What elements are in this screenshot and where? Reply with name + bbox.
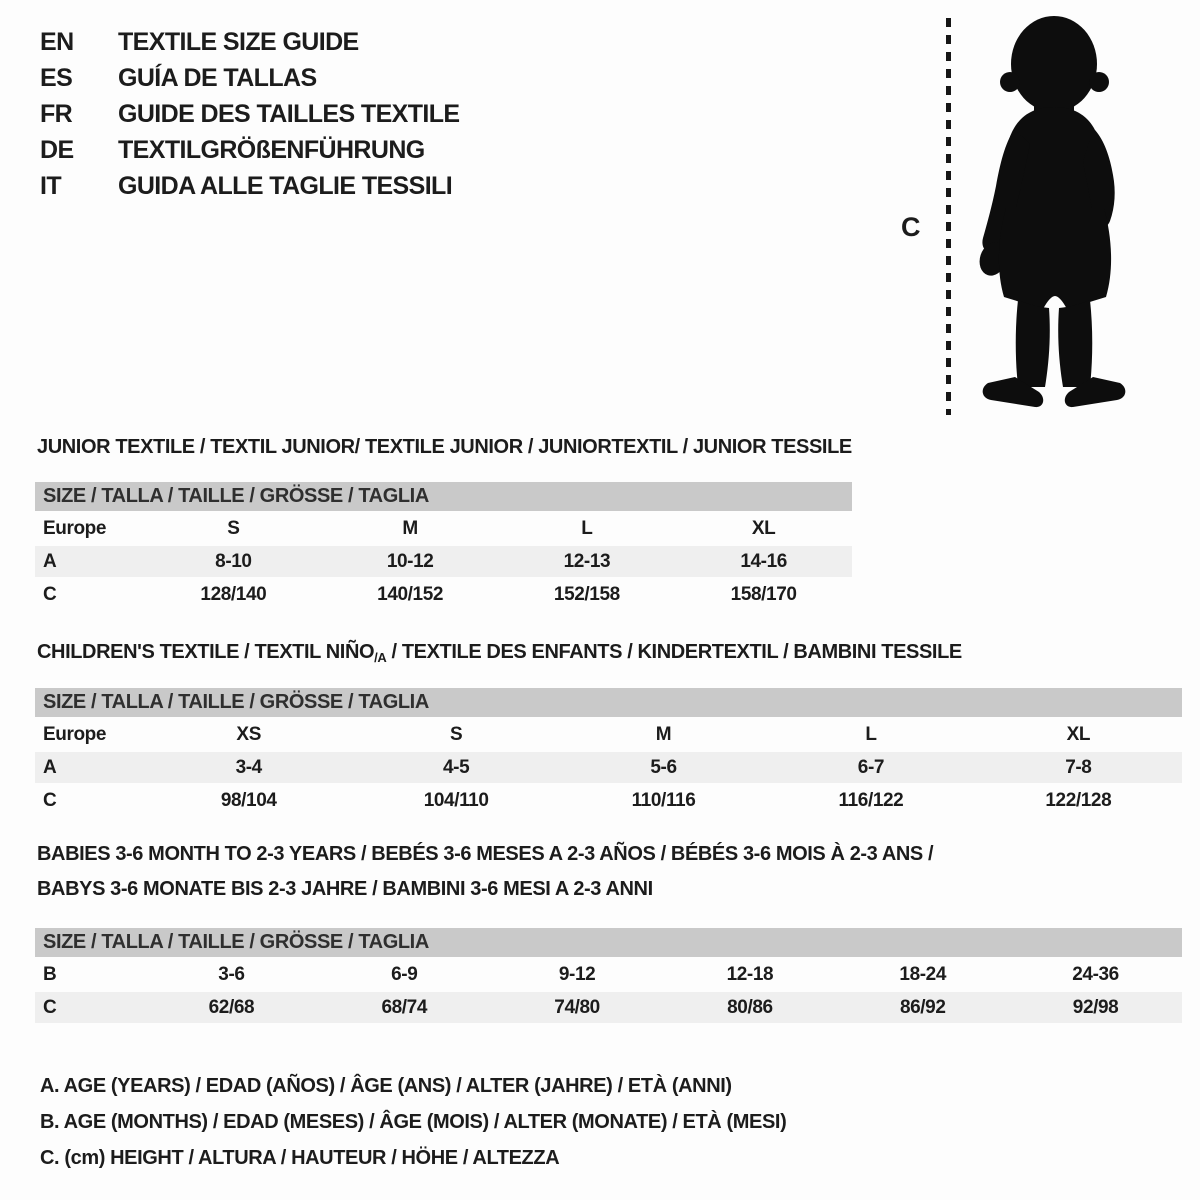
height-cell: 80/86 <box>727 996 773 1018</box>
row-label: Europe <box>43 723 107 745</box>
age-cell: 6-7 <box>857 756 885 778</box>
language-list <box>40 24 460 204</box>
height-measure-line <box>946 18 951 415</box>
babies-section-title-line2: BABYS 3-6 MONATE BIS 2-3 JAHRE / BAMBINI 3-6 MESI A 2-3 ANNI <box>37 878 653 900</box>
age-cell: 12-18 <box>726 963 774 985</box>
height-cell: 152/158 <box>553 583 620 605</box>
age-cell: 24-36 <box>1072 963 1119 985</box>
guide-title-es: GUÍA DE TALLAS <box>118 63 317 92</box>
table-row <box>35 719 1182 750</box>
legend-height-cm: C. (cm) HEIGHT / ALTURA / HAUTEUR / HÖHE / ALTEZZA <box>40 1146 560 1169</box>
age-cell: 12-13 <box>563 550 611 572</box>
age-cell: 4-5 <box>442 756 470 778</box>
junior-table-header: SIZE / TALLA / TAILLE / GRÖSSE / TAGLIA <box>35 482 852 511</box>
age-cell: 18-24 <box>899 963 947 985</box>
height-cell: 122/128 <box>1045 789 1112 811</box>
babies-table-header: SIZE / TALLA / TAILLE / GRÖSSE / TAGLIA <box>35 928 1182 957</box>
size-cell: L <box>865 723 877 745</box>
children-section-title <box>37 641 962 665</box>
row-label: C <box>43 789 57 811</box>
children-title-part2: / TEXTILE DES ENFANTS / KINDERTEXTIL / BAMBINI TESSILE <box>386 641 962 663</box>
table-row <box>35 785 1182 816</box>
row-label: C <box>43 996 57 1018</box>
size-cell: S <box>227 517 240 539</box>
legend-age-years: A. AGE (YEARS) / EDAD (AÑOS) / ÂGE (ANS) / ALTER (JAHRE) / ETÀ (ANNI) <box>40 1074 732 1097</box>
guide-title-de: TEXTILGRÖßENFÜHRUNG <box>118 135 425 164</box>
height-cell: 116/122 <box>838 789 904 811</box>
size-cell: M <box>402 517 418 539</box>
age-cell: 7-8 <box>1065 756 1092 778</box>
height-cell: 68/74 <box>381 996 428 1018</box>
table-row <box>35 546 852 577</box>
language-row-it <box>40 168 460 204</box>
height-cell: 92/98 <box>1072 996 1119 1018</box>
guide-title-fr: GUIDE DES TAILLES TEXTILE <box>118 99 460 128</box>
babies-section-title-line1: BABIES 3-6 MONTH TO 2-3 YEARS / BEBÉS 3-6 MESES A 2-3 AÑOS / BÉBÉS 3-6 MOIS À 2-3 ANS / <box>37 843 934 865</box>
table-row <box>35 579 852 610</box>
height-measure-label: C <box>901 212 921 242</box>
height-cell: 98/104 <box>220 789 277 811</box>
age-cell: 10-12 <box>386 550 434 572</box>
height-cell: 140/152 <box>377 583 444 605</box>
size-cell: S <box>449 723 463 745</box>
height-cell: 104/110 <box>423 789 489 811</box>
size-cell: XS <box>236 723 261 745</box>
legend <box>40 1068 786 1176</box>
age-cell: 6-9 <box>391 963 418 985</box>
language-code: IT <box>40 171 62 200</box>
table-row <box>35 992 1182 1023</box>
size-cell: XL <box>1066 723 1091 745</box>
row-label: C <box>43 583 57 605</box>
guide-title-it: GUIDA ALLE TAGLIE TESSILI <box>118 171 453 200</box>
babies-size-table <box>35 928 1182 1023</box>
language-row-de <box>40 132 460 168</box>
size-cell: XL <box>751 517 776 539</box>
row-label: A <box>43 550 57 572</box>
children-title-part1: CHILDREN'S TEXTILE / TEXTIL NIÑO <box>37 641 375 663</box>
language-code: DE <box>40 135 74 164</box>
children-size-table <box>35 688 1182 816</box>
language-code: EN <box>40 27 74 56</box>
height-cell: 110/116 <box>631 789 696 811</box>
language-code: ES <box>40 63 73 92</box>
guide-title-en: TEXTILE SIZE GUIDE <box>118 27 359 56</box>
toddler-silhouette-icon <box>968 12 1143 418</box>
height-cell: 158/170 <box>730 583 797 605</box>
height-cell: 86/92 <box>899 996 946 1018</box>
language-row-fr <box>40 96 460 132</box>
table-row <box>35 513 852 544</box>
language-code: FR <box>40 99 73 128</box>
size-cell: L <box>581 517 593 539</box>
row-label: A <box>43 756 57 778</box>
age-cell: 9-12 <box>558 963 596 985</box>
age-cell: 5-6 <box>650 756 677 778</box>
row-label: B <box>43 963 57 985</box>
junior-size-table <box>35 482 852 610</box>
children-title-sub: /A <box>374 650 387 665</box>
height-cell: 62/68 <box>208 996 255 1018</box>
legend-age-months: B. AGE (MONTHS) / EDAD (MESES) / ÂGE (MOIS) / ALTER (MONATE) / ETÀ (MESI) <box>40 1110 787 1133</box>
table-row <box>35 752 1182 783</box>
junior-section-title: JUNIOR TEXTILE / TEXTIL JUNIOR/ TEXTILE JUNIOR / JUNIORTEXTIL / JUNIOR TESSILE <box>37 436 852 458</box>
children-table-header: SIZE / TALLA / TAILLE / GRÖSSE / TAGLIA <box>35 688 1182 717</box>
language-row-es <box>40 60 460 96</box>
age-cell: 3-6 <box>218 963 245 985</box>
age-cell: 3-4 <box>235 756 262 778</box>
age-cell: 8-10 <box>215 550 252 572</box>
height-cell: 74/80 <box>554 996 600 1018</box>
age-cell: 14-16 <box>740 550 787 572</box>
height-cell: 128/140 <box>200 583 267 605</box>
language-row-en <box>40 24 460 60</box>
table-row <box>35 959 1182 990</box>
size-cell: M <box>655 723 672 745</box>
row-label: Europe <box>43 517 107 539</box>
